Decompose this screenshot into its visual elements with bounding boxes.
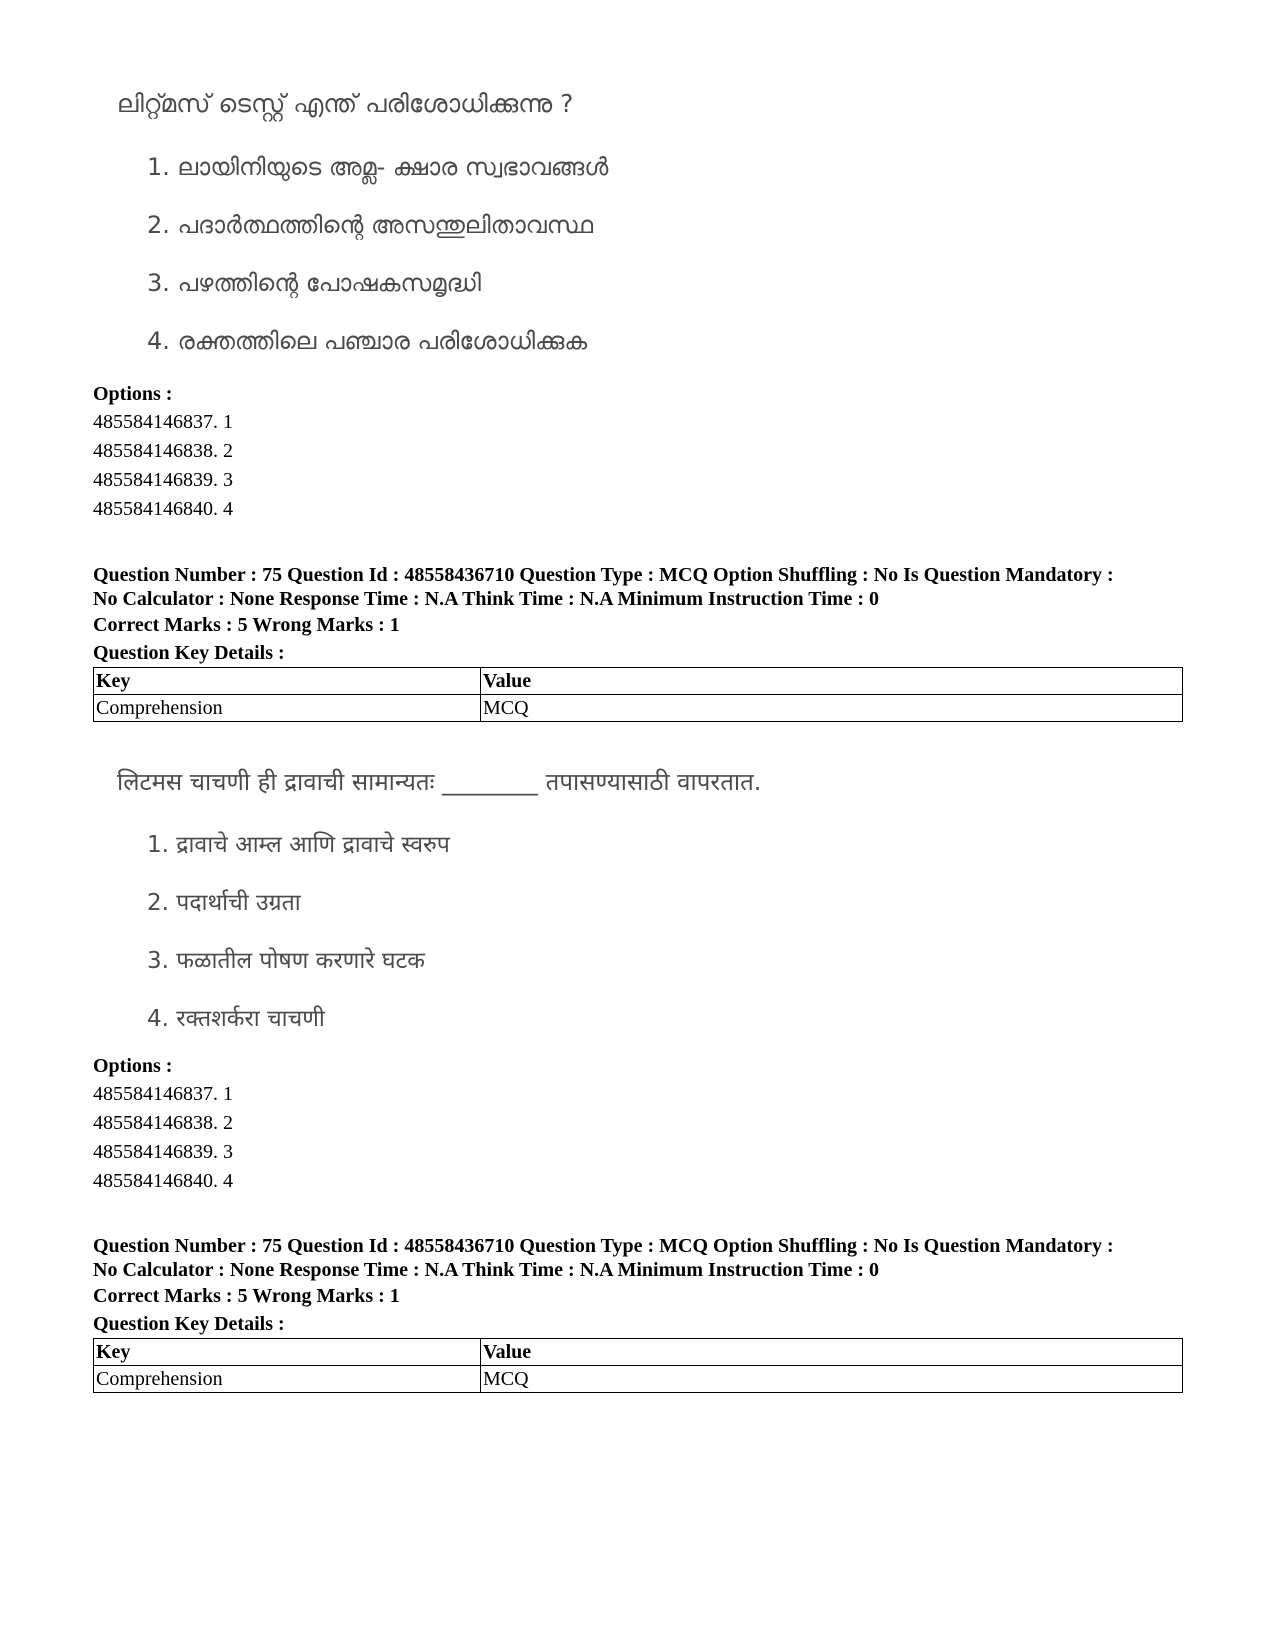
marks-line: Correct Marks : 5 Wrong Marks : 1 (93, 614, 400, 636)
question-choice: 4. രക്തത്തിലെ പഞ്ചാര പരിശോധിക്കുക (147, 327, 588, 355)
question-choice: 3. പഴത്തിന്റെ പോഷകസമൃദ്ധി (147, 269, 481, 297)
marks-line: Correct Marks : 5 Wrong Marks : 1 (93, 1285, 400, 1307)
question-text-marathi (117, 762, 761, 1048)
option-item: 485584146838. 2 (93, 440, 233, 462)
option-item: 485584146840. 4 (93, 498, 233, 520)
question-choice: 2. പദാർത്ഥത്തിന്റെ അസന്തുലിതാവസ്ഥ (147, 211, 594, 239)
table-cell-value: MCQ (481, 695, 1183, 722)
option-item: 485584146837. 1 (93, 411, 233, 433)
question-text-malayalam (117, 84, 608, 370)
options-heading: Options : (93, 383, 173, 405)
key-details-table (93, 667, 1183, 722)
question-choice: 2. पदार्थाची उग्रता (147, 890, 301, 916)
question-choice: 3. फळातील पोषण करणारे घटक (147, 948, 425, 974)
key-details-table (93, 1338, 1183, 1393)
question-choice: 1. द्रावाचे आम्ल आणि द्रावाचे स्वरुप (147, 832, 450, 858)
key-details-heading: Question Key Details : (93, 642, 285, 664)
table-cell-key: Comprehension (94, 1366, 481, 1393)
table-cell-key: Comprehension (94, 695, 481, 722)
table-header-row (94, 1339, 1183, 1366)
question-info-line: Question Number : 75 Question Id : 48558436710 Question Type : MCQ Option Shuffling : No Is Question Mandatory : (93, 1235, 1114, 1257)
question-info-line: No Calculator : None Response Time : N.A Think Time : N.A Minimum Instruction Time : 0 (93, 588, 879, 610)
options-list (93, 380, 233, 524)
option-item: 485584146839. 3 (93, 1141, 233, 1163)
question-metadata (93, 563, 1183, 722)
table-row (94, 1366, 1183, 1393)
table-header-row (94, 668, 1183, 695)
option-item: 485584146838. 2 (93, 1112, 233, 1134)
table-header-key: Key (94, 668, 481, 695)
table-header-value: Value (481, 668, 1183, 695)
question-info-line: No Calculator : None Response Time : N.A Think Time : N.A Minimum Instruction Time : 0 (93, 1259, 879, 1281)
option-item: 485584146840. 4 (93, 1170, 233, 1192)
option-item: 485584146837. 1 (93, 1083, 233, 1105)
question-choice: 1. ലായിനിയുടെ അമ്ല- ക്ഷാര സ്വഭാവങ്ങൾ (147, 153, 609, 181)
option-item: 485584146839. 3 (93, 469, 233, 491)
question-title: लिटमस चाचणी ही द्रावाची सामान्यतः ________ तपासण्यासाठी वापरतात. (117, 768, 762, 796)
options-list (93, 1052, 233, 1196)
question-metadata (93, 1234, 1183, 1393)
question-title: ലിറ്റ്മസ് ടെസ്റ്റ് എന്ത് പരിശോധിക്കുന്നു ? (117, 89, 574, 118)
question-info-line: Question Number : 75 Question Id : 48558436710 Question Type : MCQ Option Shuffling : No Is Question Mandatory : (93, 564, 1114, 586)
key-details-heading: Question Key Details : (93, 1313, 285, 1335)
table-row (94, 695, 1183, 722)
options-heading: Options : (93, 1055, 173, 1077)
table-header-value: Value (481, 1339, 1183, 1366)
question-choice: 4. रक्तशर्करा चाचणी (147, 1006, 325, 1032)
table-cell-value: MCQ (481, 1366, 1183, 1393)
table-header-key: Key (94, 1339, 481, 1366)
